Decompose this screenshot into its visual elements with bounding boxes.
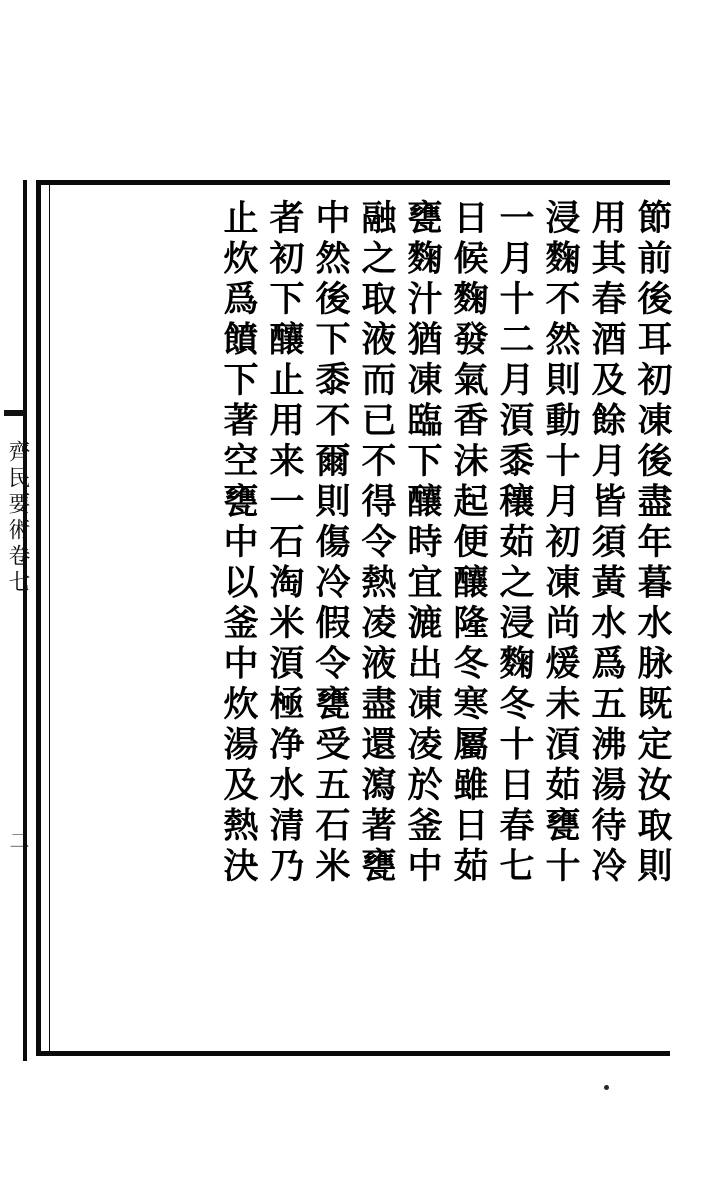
ink-speck [604, 1085, 609, 1090]
spine-fold-mark [4, 410, 24, 416]
text-column: 浸麴不然則動十月初凍尚煖未湏茹甕十 [540, 199, 581, 888]
page-frame [36, 180, 673, 1056]
text-column: 用其春酒及餘月皆須黃水爲五沸湯待冷 [586, 199, 627, 888]
text-column: 中然後下黍不爾則傷冷假令甕受五石米 [310, 199, 351, 888]
vertical-text-block [55, 199, 673, 1037]
text-column: 日候麴發氣香沫起便釀隆冬寒屬雖日茹 [448, 199, 489, 888]
text-column: 一月十二月湏黍穰茹之浸麴冬十日春七 [494, 199, 535, 888]
inner-border-rule [49, 185, 50, 1051]
text-column: 融之取液而已不得令熱凌液盡還瀉著甕 [356, 199, 397, 888]
text-column: 甕麴汁猶凍臨下釀時宜漉出凍凌於釜中 [402, 199, 443, 888]
text-column: 止炊爲饙下著空甕中以釜中炊湯及熱決 [218, 199, 259, 888]
page-number: 二 [6, 830, 30, 853]
text-column: 者初下釀止用来一石淘米湏極净水清乃 [264, 199, 305, 888]
text-column: 節前後耳初凍後盡年暮水脉既定汝取則 [632, 199, 673, 888]
spine-title: 齊民要術卷七 [5, 440, 30, 596]
